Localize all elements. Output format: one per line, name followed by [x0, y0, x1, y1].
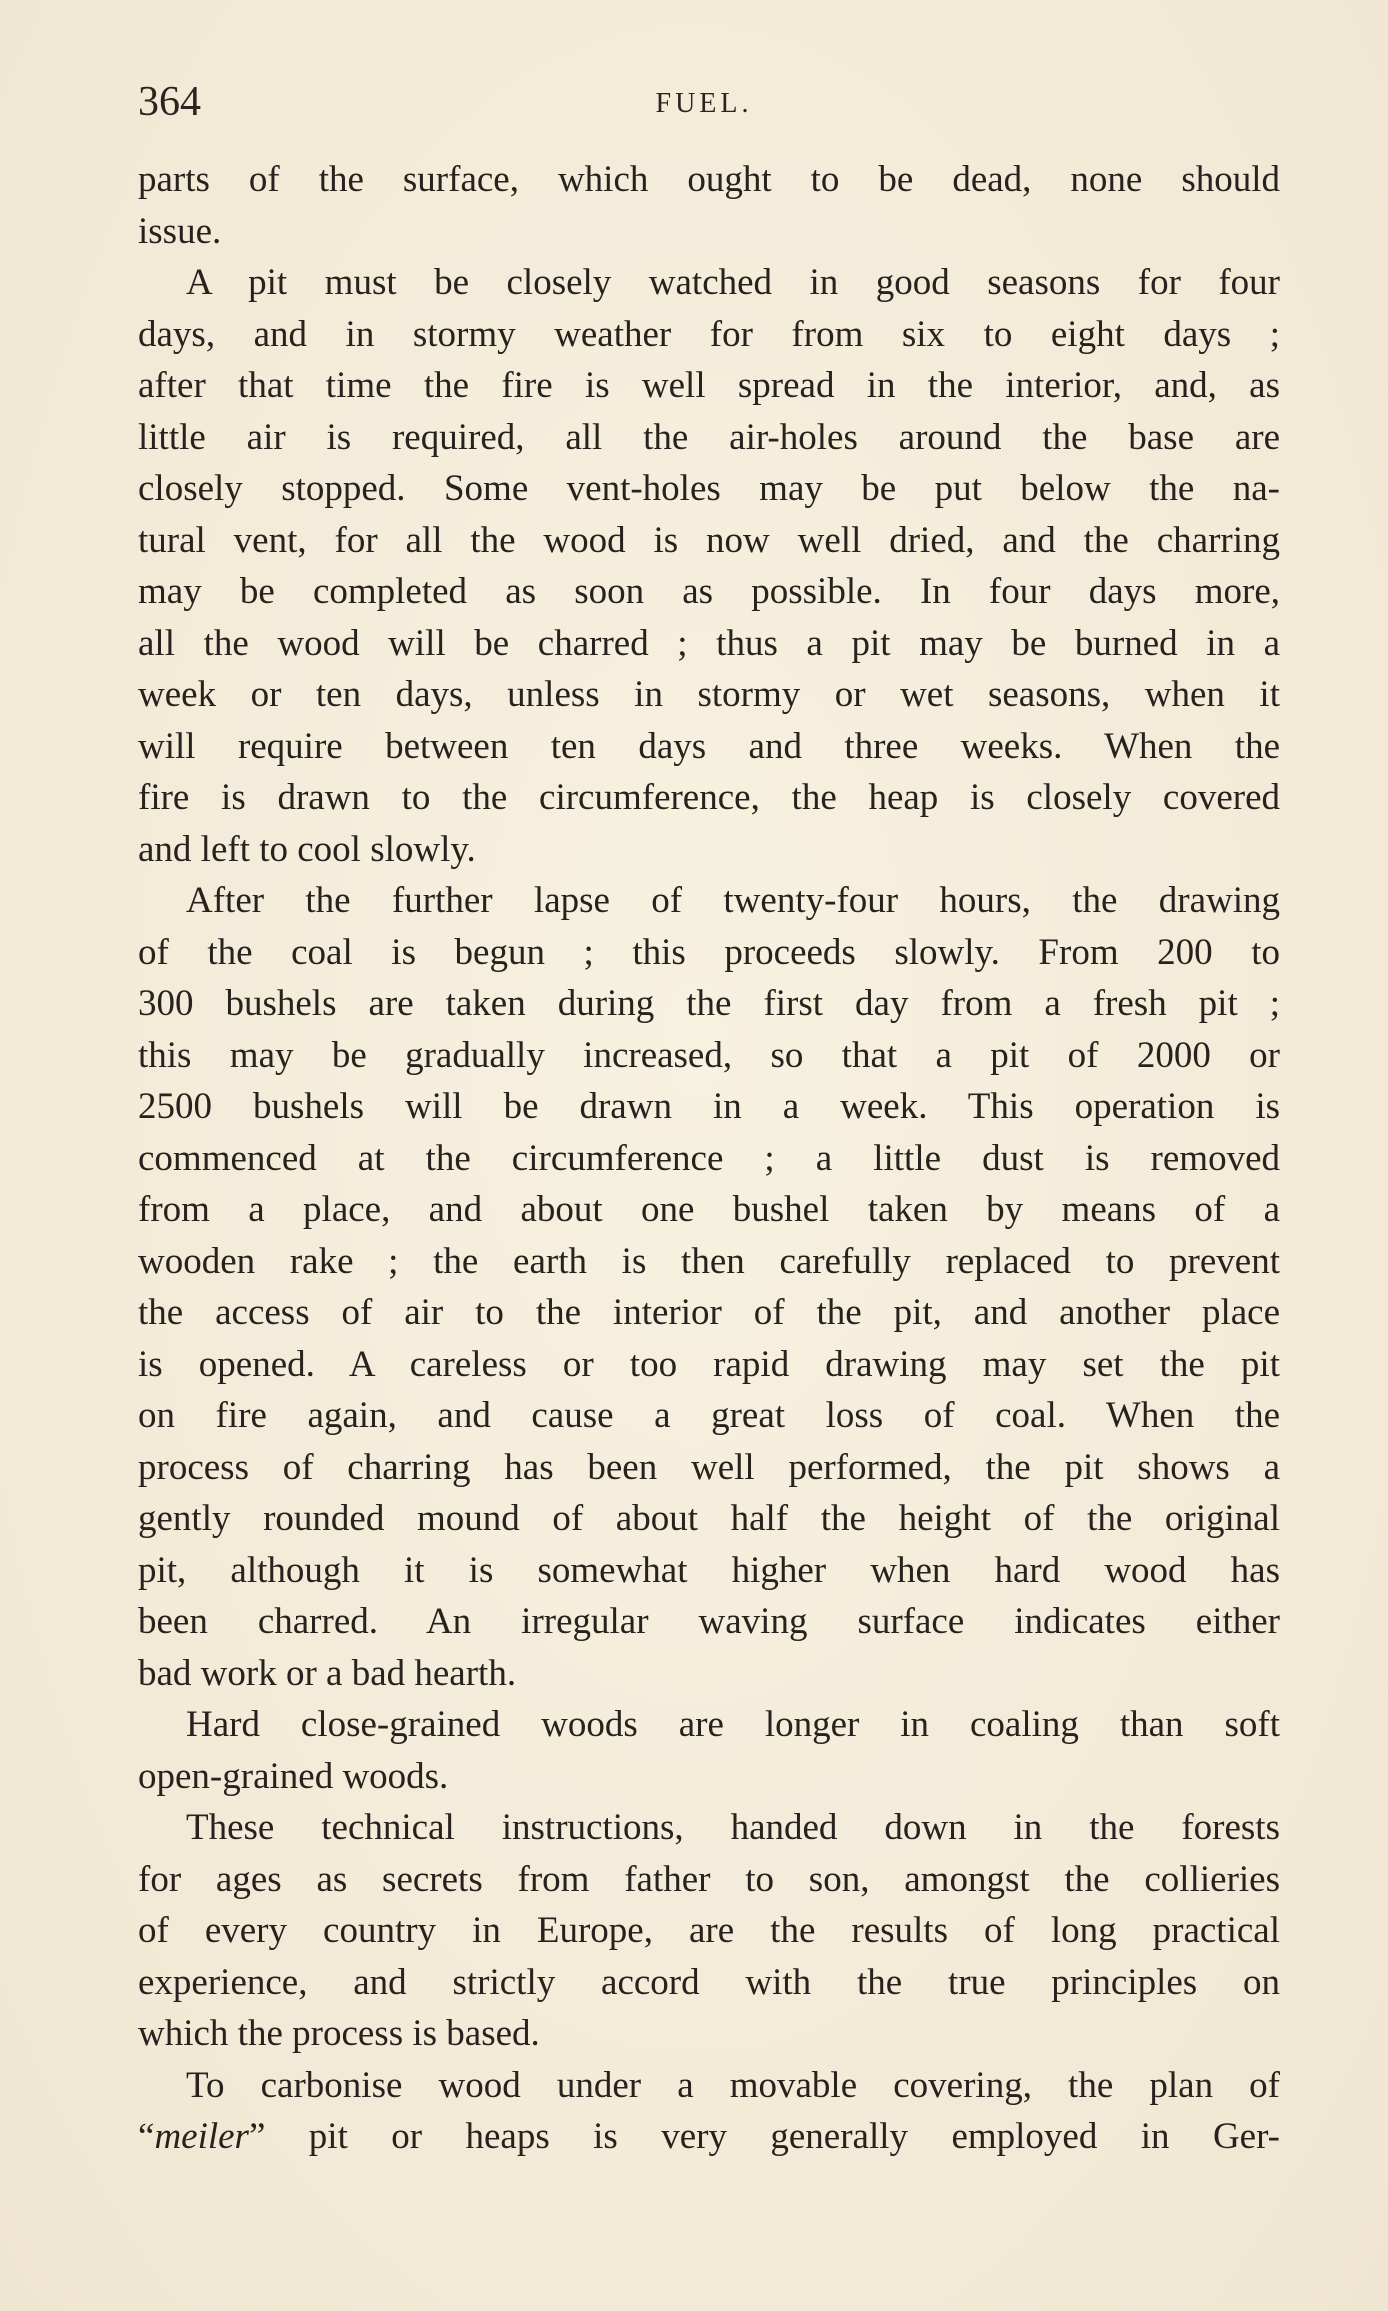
text-line: process of charring has been well performed, the pit shows a: [138, 1446, 1280, 1488]
section-title: FUEL.: [655, 88, 753, 119]
text-line: and left to cool slowly.: [138, 828, 476, 870]
text-line: open-grained woods.: [138, 1755, 449, 1797]
page-number: 364: [138, 79, 201, 125]
text-line: days, and in stormy weather for from six to eight days ;: [138, 313, 1280, 355]
text-line: tural vent, for all the wood is now well dried, and the charring: [138, 519, 1280, 561]
text-line: of every country in Europe, are the results of long practical: [138, 1910, 1280, 1951]
text-line: issue.: [138, 210, 222, 252]
running-head: [138, 72, 1270, 132]
text-line: wooden rake ; the earth is then carefully replaced to prevent: [138, 1240, 1280, 1282]
text-line: fire is drawn to the circumference, the heap is closely covered: [138, 777, 1280, 818]
text-line: parts of the surface, which ought to be dead, none should: [138, 159, 1280, 200]
text-line: of the coal is begun ; this proceeds slowly. From 200 to: [138, 931, 1280, 973]
text-line: 2500 bushels will be drawn in a week. This operation is: [138, 1086, 1280, 1127]
text-line: is opened. A careless or too rapid drawing may set the pit: [138, 1343, 1280, 1385]
text-line: gently rounded mound of about half the height of the original: [138, 1498, 1280, 1539]
text-line: experience, and strictly accord with the true principles on: [138, 1961, 1280, 2003]
text-line: the access of air to the interior of the pit, and another place: [138, 1292, 1280, 1333]
italic-term: meiler: [154, 2116, 249, 2157]
text-line: pit, although it is somewhat higher when hard wood has: [138, 1549, 1280, 1591]
text-line: all the wood will be charred ; thus a pit may be burned in a: [138, 622, 1280, 664]
text-line: [138, 2111, 1280, 2163]
text-line: After the further lapse of twenty-four hours, the drawing: [186, 880, 1280, 921]
text-line: To carbonise wood under a movable covering, the plan of: [186, 2064, 1280, 2106]
text-line: from a place, and about one bushel taken by means of a: [138, 1189, 1280, 1230]
text-line: week or ten days, unless in stormy or wet seasons, when it: [138, 674, 1280, 715]
text-line: may be completed as soon as possible. In four days more,: [138, 571, 1280, 612]
text-line: Hard close-grained woods are longer in coaling than soft: [186, 1704, 1280, 1745]
text-line: commenced at the circumference ; a little dust is removed: [138, 1137, 1280, 1179]
text-line: on fire again, and cause a great loss of coal. When the: [138, 1395, 1280, 1436]
text-line: little air is required, all the air-holes around the base are: [138, 416, 1280, 458]
text-line: which the process is based.: [138, 2013, 540, 2054]
open-quote: “: [138, 2116, 155, 2157]
text-line: for ages as secrets from father to son, amongst the collieries: [138, 1858, 1280, 1900]
text-line: closely stopped. Some vent-holes may be put below the na-: [138, 468, 1280, 509]
text-line: after that time the fire is well spread in the interior, and, as: [138, 365, 1280, 406]
text-line: These technical instructions, handed down in the forests: [186, 1807, 1280, 1848]
text-line: been charred. An irregular waving surface indicates either: [138, 1601, 1280, 1642]
text-line: bad work or a bad hearth.: [138, 1652, 517, 1694]
body-text: [138, 154, 1280, 2163]
text-line: this may be gradually increased, so that a pit of 2000 or: [138, 1034, 1280, 1076]
text-line: will require between ten days and three weeks. When the: [138, 725, 1280, 767]
text-line: 300 bushels are taken during the first day from a fresh pit ;: [138, 983, 1280, 1024]
text-line: A pit must be closely watched in good seasons for four: [186, 262, 1280, 303]
line-remainder: ” pit or heaps is very generally employed in Ger-: [248, 2116, 1280, 2157]
